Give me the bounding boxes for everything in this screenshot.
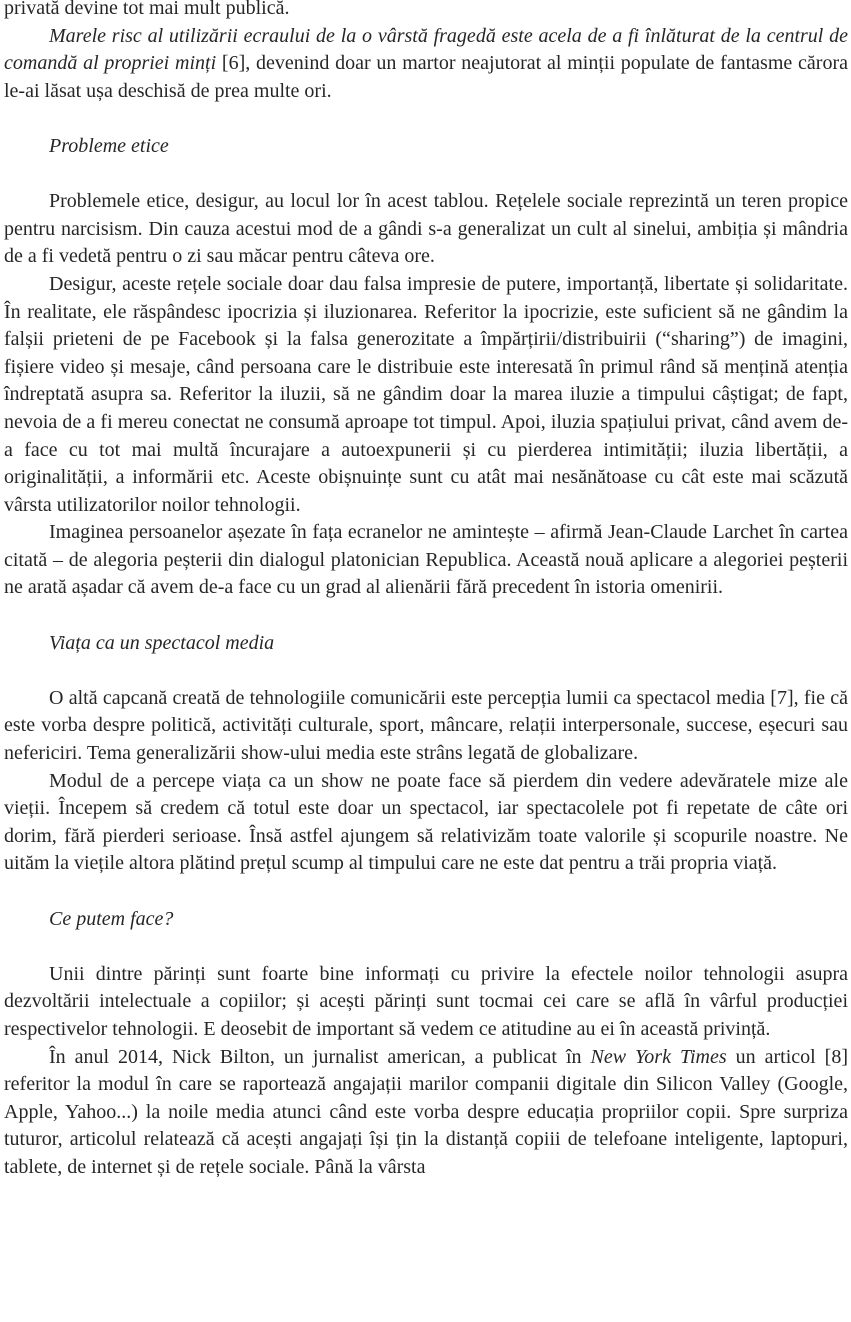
- paragraph-intro-end: privată devine tot mai mult publică.: [4, 0, 290, 19]
- do-2-rest-text: un articol [8] referitor la modul în care se raportează angajații marilor companii digitale din Silicon Valley (Google, Apple, Yahoo...) la noile media atunci când este vorba despre educația propriilor copii. Spre surpriza tuturor, articolul relatează că acești angajați își țin la distanță copiii de telefoane inteligente, laptopuri, tablete, de internet și de rețele sociale. Până la vârsta: [4, 1045, 848, 1178]
- paragraph-risk: [4, 23, 848, 106]
- do-2-start-text: În anul 2014, Nick Bilton, un jurnalist american, a publicat în: [49, 1045, 591, 1068]
- paragraph-ethics-1: Problemele etice, desigur, au locul lor în acest tablou. Rețelele sociale reprezintă un teren propice pentru narcisism. Din cauza acestui mod de a gândi s-a generalizat un cult al sinelui, ambiția și mândria de a fi vedetă pentru o zi sau măcar pentru câteva ore.: [4, 190, 848, 268]
- newspaper-title: New York Times: [590, 1045, 727, 1068]
- paragraph-do-1: Unii dintre părinți sunt foarte bine informați cu privire la efectele noilor tehnologii asupra dezvoltării intelectuale a copiilor; și acești părinți sunt tocmai cei care se află în vârful producției respectivelor tehnologii. E deosebit de important să vedem ce atitudine au ei în această privință.: [4, 962, 848, 1040]
- paragraph-ethics-2: Desigur, aceste rețele sociale doar dau falsa impresie de putere, importanță, libertate și solidaritate. În realitate, ele răspândesc ipocrizia și iluzionarea. Referitor la ipocrizie, este suficient să ne gândim la falșii prieteni de pe Facebook și la falsa generozitate a împărțirii/distribuirii (“sharing”) de imagini, fișiere video și mesaje, când persoana care le distribuie este interesată în primul rând să mențină atenția îndreptată asupra sa. Referitor la iluzii, să ne gândim doar la marea iluzie a timpului câștigat; de fapt, nevoia de a fi mereu conectat ne consumă aproape tot timpul. Apoi, iluzia spațiului privat, când avem de-a face cu tot mai multă încurajare a autoexpunerii și cu pierderea intimității; iluzia libertății, a originalității, a informării etc. Aceste obișnuințe sunt cu atât mai nesănătoase cu cât este mai scăzută vârsta utilizatorilor noilor tehnologii.: [4, 272, 848, 516]
- document-page: [4, 0, 848, 1182]
- section-heading-ethics: Probleme etice: [49, 134, 169, 157]
- paragraph-do-2: [4, 1044, 848, 1182]
- risk-rest-text: [6], devenind doar un martor neajutorat al minții populate de fantasme cărora le-ai lăsat ușa deschisă de prea multe ori.: [4, 52, 848, 102]
- paragraph-show-2: Modul de a percepe viața ca un show ne poate face să pierdem din vedere adevăratele mize ale vieții. Începem să credem că totul este doar un spectacol, iar spectacolele pot fi repetate de câte ori dorim, fără pierderi serioase. Însă astfel ajungem să relativizăm toate valorile și scopurile noastre. Ne uităm la viețile altora plătind prețul scump al timpului care ne este dat pentru a trăi propria viață.: [4, 769, 848, 875]
- section-heading-show: Viața ca un spectacol media: [49, 631, 275, 654]
- paragraph-ethics-3: Imaginea persoanelor așezate în fața ecranelor ne amintește – afirmă Jean-Claude Larchet în cartea citată – de alegoria peșterii din dialogul platonician Republica. Această nouă aplicare a alegoriei peșterii ne arată așadar că avem de-a face cu un grad al alienării fără precedent în istoria omenirii.: [4, 521, 848, 599]
- risk-italic-text: Marele risc al utilizării ecraului de la o vârstă fragedă este acela de a fi înlăturat de la centrul de comandă al propriei minți: [4, 24, 848, 75]
- paragraph-show-1: O altă capcană creată de tehnologiile comunicării este percepția lumii ca spectacol media [7], fie că este vorba despre politică, activități culturale, sport, mâncare, relații interpersonale, succese, eșecuri sau nefericiri. Tema generalizării show-ului media este strâns legată de globalizare.: [4, 686, 848, 765]
- section-heading-what-to-do: Ce putem face?: [49, 907, 174, 930]
